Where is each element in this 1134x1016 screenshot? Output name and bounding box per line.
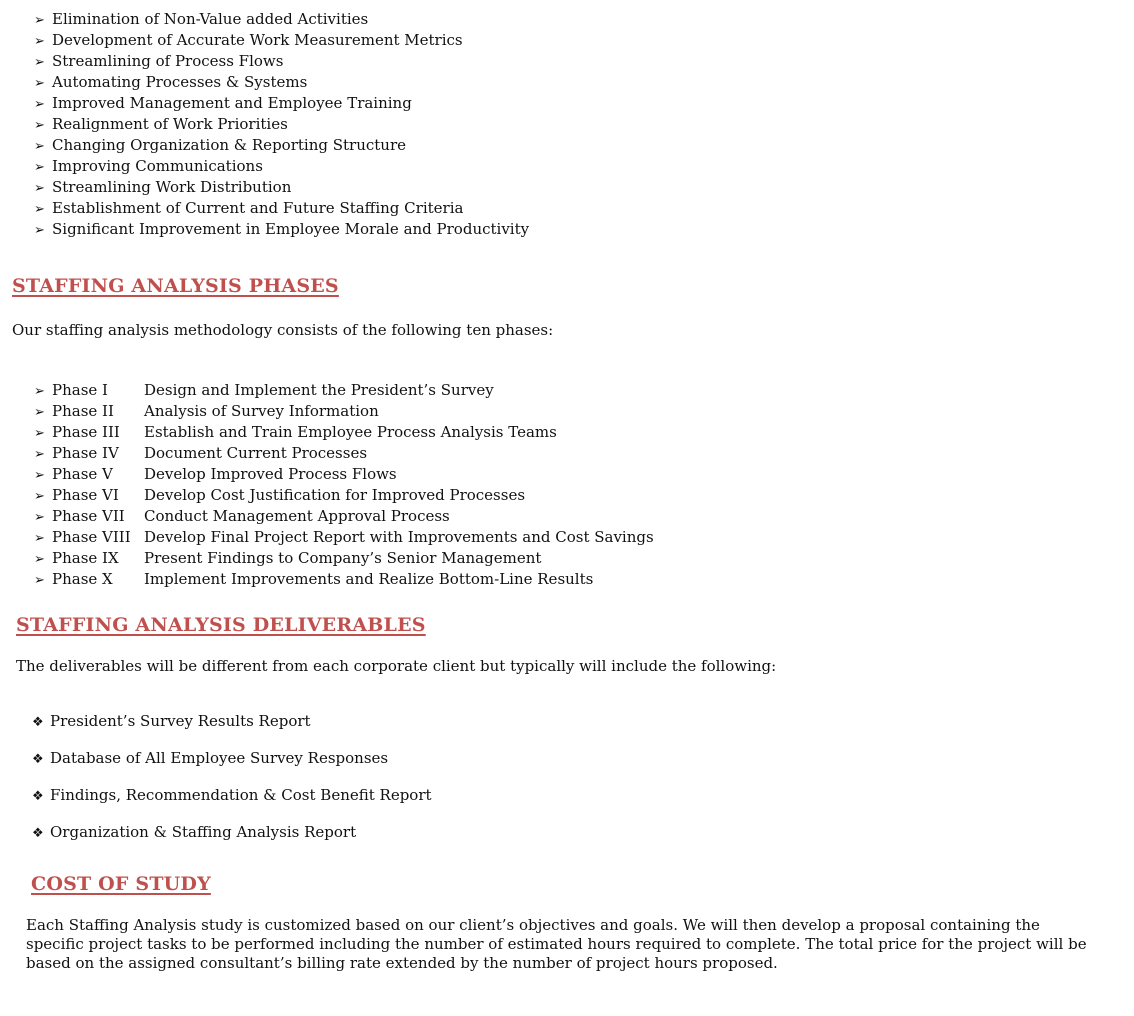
list-item-text: Development of Accurate Work Measurement Metrics xyxy=(52,31,463,49)
phase-row xyxy=(34,485,654,506)
list-item xyxy=(34,198,529,219)
four-diamond-bullet-icon: ❖ xyxy=(32,715,44,730)
phase-label: Phase III xyxy=(52,423,120,441)
list-item xyxy=(34,177,529,198)
arrowhead-bullet-icon: ➢ xyxy=(34,118,45,133)
arrowhead-bullet-icon: ➢ xyxy=(34,139,45,154)
list-item-text: Findings, Recommendation & Cost Benefit Report xyxy=(50,786,432,804)
arrowhead-bullet-icon: ➢ xyxy=(34,13,45,28)
list-item xyxy=(34,9,529,30)
phase-row xyxy=(34,443,654,464)
four-diamond-bullet-icon: ❖ xyxy=(32,826,44,841)
arrowhead-bullet-icon: ➢ xyxy=(34,160,45,175)
phase-label: Phase I xyxy=(52,381,108,399)
list-item xyxy=(34,156,529,177)
cost-paragraph-line: based on the assigned consultant’s billing rate extended by the number of project hours proposed. xyxy=(26,954,778,972)
list-item-text: Automating Processes & Systems xyxy=(52,73,308,91)
list-item-text: President’s Survey Results Report xyxy=(50,712,311,730)
cost-heading: COST OF STUDY xyxy=(31,873,211,895)
phase-text: Develop Cost Justification for Improved Processes xyxy=(144,486,526,504)
phase-row xyxy=(34,422,654,443)
four-diamond-bullet-icon: ❖ xyxy=(32,752,44,767)
arrowhead-bullet-icon: ➢ xyxy=(34,181,45,196)
list-item-text: Database of All Employee Survey Responses xyxy=(50,749,389,767)
phase-row xyxy=(34,401,654,422)
phase-text: Develop Final Project Report with Improvements and Cost Savings xyxy=(144,528,654,546)
four-diamond-bullet-icon: ❖ xyxy=(32,789,44,804)
deliverables-intro: The deliverables will be different from each corporate client but typically will include the following: xyxy=(16,657,777,675)
arrowhead-bullet-icon: ➢ xyxy=(34,405,45,420)
phase-label: Phase V xyxy=(52,465,113,483)
list-item-text: Elimination of Non-Value added Activities xyxy=(52,10,369,28)
phases-heading: STAFFING ANALYSIS PHASES xyxy=(12,275,339,297)
phase-label: Phase IV xyxy=(52,444,119,462)
arrowhead-bullet-icon: ➢ xyxy=(34,447,45,462)
phase-text: Analysis of Survey Information xyxy=(144,402,379,420)
phase-label: Phase VI xyxy=(52,486,119,504)
list-item-text: Streamlining Work Distribution xyxy=(52,178,292,196)
list-item-text: Establishment of Current and Future Staffing Criteria xyxy=(52,199,464,217)
phase-label: Phase VII xyxy=(52,507,125,525)
arrowhead-bullet-icon: ➢ xyxy=(34,426,45,441)
phase-text: Implement Improvements and Realize Bottom-Line Results xyxy=(144,570,594,588)
phase-text: Conduct Management Approval Process xyxy=(144,507,450,525)
cost-paragraph-line: Each Staffing Analysis study is customized based on our client’s objectives and goals. We will then develop a proposal containing the xyxy=(26,916,1040,934)
arrowhead-bullet-icon: ➢ xyxy=(34,97,45,112)
list-item xyxy=(34,93,529,114)
phase-text: Design and Implement the President’s Survey xyxy=(144,381,494,399)
phase-row xyxy=(34,506,654,527)
phase-text: Present Findings to Company’s Senior Management xyxy=(144,549,542,567)
arrowhead-bullet-icon: ➢ xyxy=(34,223,45,238)
list-item-text: Improving Communications xyxy=(52,157,263,175)
phase-row xyxy=(34,380,654,401)
list-item xyxy=(34,135,529,156)
list-item xyxy=(34,72,529,93)
arrowhead-bullet-icon: ➢ xyxy=(34,384,45,399)
list-item-text: Realignment of Work Priorities xyxy=(52,115,288,133)
arrowhead-bullet-icon: ➢ xyxy=(34,55,45,70)
phase-row xyxy=(34,527,654,548)
cost-paragraph-line: specific project tasks to be performed including the number of estimated hours required to complete. The total price for the project will be xyxy=(26,935,1087,953)
arrowhead-bullet-icon: ➢ xyxy=(34,573,45,588)
phases-list xyxy=(34,380,654,590)
arrowhead-bullet-icon: ➢ xyxy=(34,552,45,567)
list-item-text: Streamlining of Process Flows xyxy=(52,52,284,70)
arrowhead-bullet-icon: ➢ xyxy=(34,531,45,546)
arrowhead-bullet-icon: ➢ xyxy=(34,489,45,504)
benefits-list xyxy=(34,9,529,240)
phase-row xyxy=(34,464,654,485)
list-item xyxy=(34,219,529,240)
phase-row xyxy=(34,569,654,590)
list-item xyxy=(34,114,529,135)
phase-text: Develop Improved Process Flows xyxy=(144,465,397,483)
deliverables-list xyxy=(32,711,432,859)
phase-text: Establish and Train Employee Process Analysis Teams xyxy=(144,423,557,441)
list-item xyxy=(32,748,432,785)
list-item xyxy=(32,711,432,748)
phase-label: Phase VIII xyxy=(52,528,131,546)
phase-label: Phase IX xyxy=(52,549,119,567)
phase-row xyxy=(34,548,654,569)
arrowhead-bullet-icon: ➢ xyxy=(34,468,45,483)
list-item-text: Significant Improvement in Employee Morale and Productivity xyxy=(52,220,530,238)
phase-text: Document Current Processes xyxy=(144,444,368,462)
arrowhead-bullet-icon: ➢ xyxy=(34,34,45,49)
arrowhead-bullet-icon: ➢ xyxy=(34,76,45,91)
list-item xyxy=(32,785,432,822)
list-item-text: Improved Management and Employee Training xyxy=(52,94,412,112)
cost-paragraph xyxy=(26,916,1126,973)
phase-label: Phase II xyxy=(52,402,114,420)
arrowhead-bullet-icon: ➢ xyxy=(34,510,45,525)
deliverables-heading: STAFFING ANALYSIS DELIVERABLES xyxy=(16,614,426,636)
phases-intro: Our staffing analysis methodology consists of the following ten phases: xyxy=(12,321,554,339)
list-item-text: Organization & Staffing Analysis Report xyxy=(50,823,357,841)
list-item xyxy=(34,51,529,72)
list-item xyxy=(32,822,432,859)
list-item xyxy=(34,30,529,51)
phase-label: Phase X xyxy=(52,570,113,588)
list-item-text: Changing Organization & Reporting Structure xyxy=(52,136,406,154)
arrowhead-bullet-icon: ➢ xyxy=(34,202,45,217)
